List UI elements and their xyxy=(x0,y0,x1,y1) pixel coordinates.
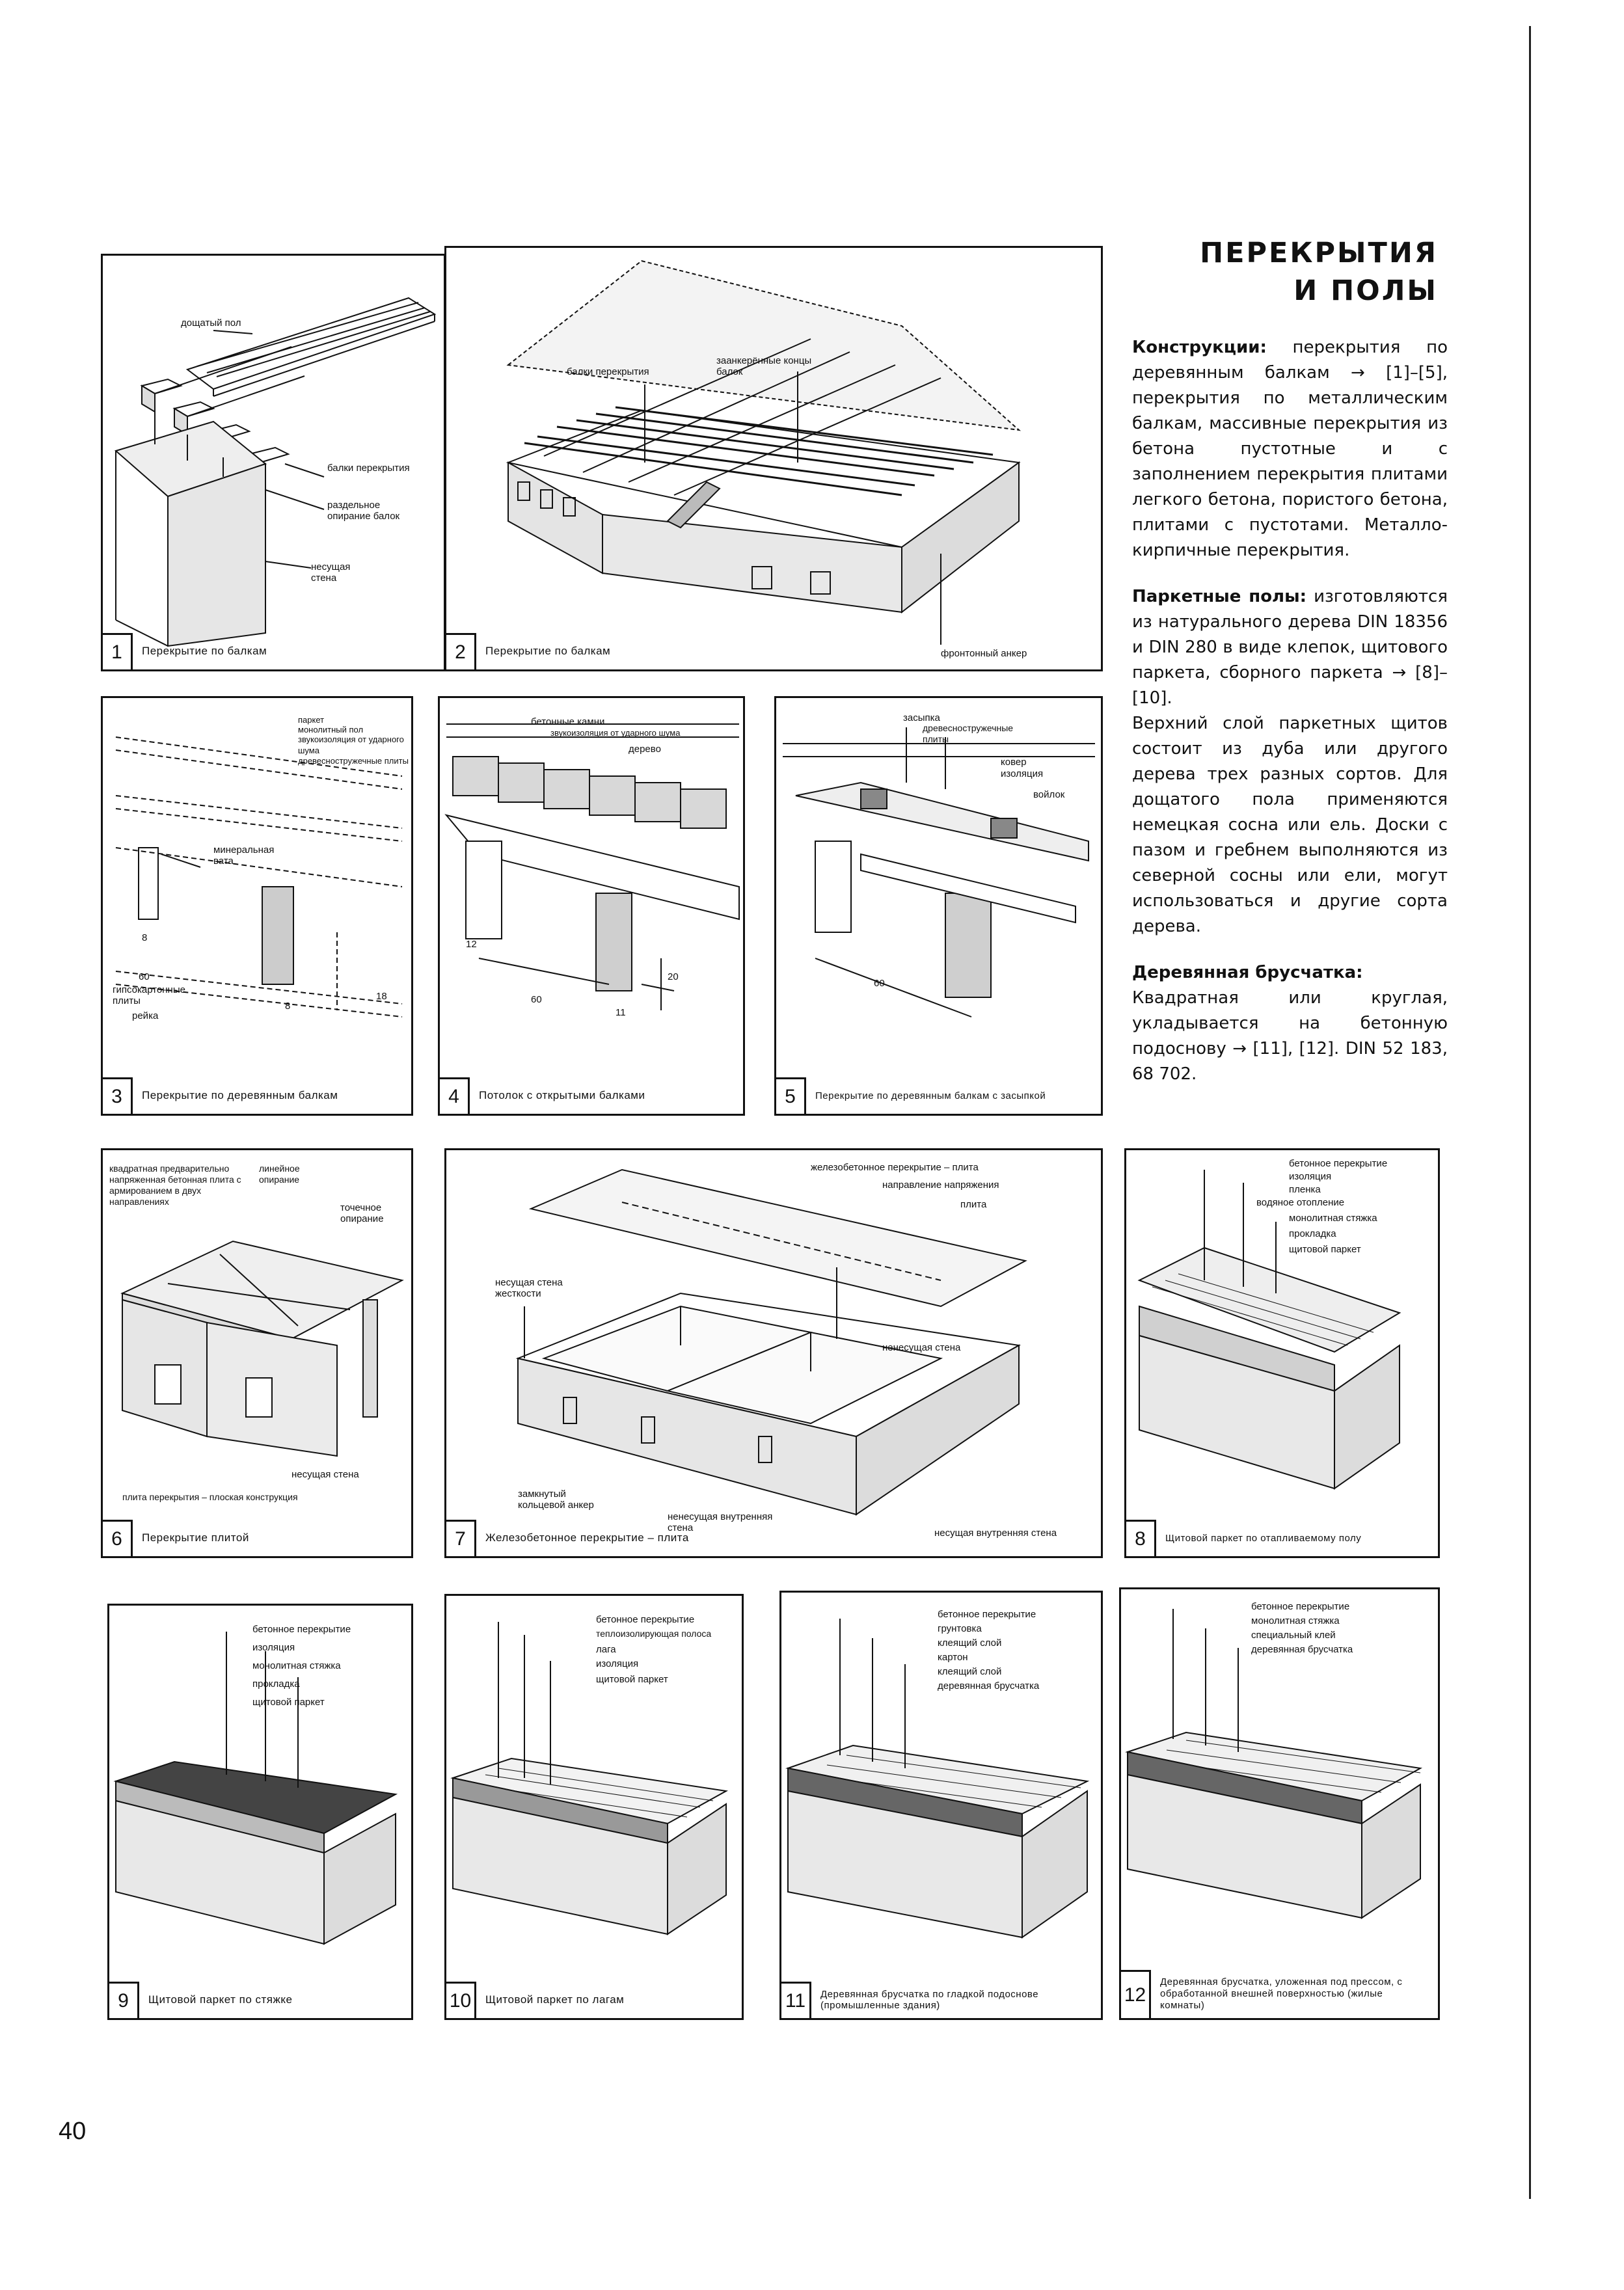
figure-2-drawing xyxy=(446,248,1103,671)
figure-12-caption xyxy=(1121,1970,1438,2018)
fig11-label-cardboard: картон xyxy=(938,1652,968,1663)
fig10-label-lag: лага xyxy=(596,1644,616,1655)
fig9-label-insulation: изоляция xyxy=(252,1642,295,1653)
fig10-label-parquet: щитовой паркет xyxy=(596,1674,668,1685)
figure-11-caption-text: Деревянная брусчатка по гладкой подоснове (промышленные здания) xyxy=(820,1989,1039,2011)
figure-1-caption xyxy=(103,633,444,669)
fig4-label-stones: бетонные камни xyxy=(531,716,605,727)
fig5-label-fill: засыпка xyxy=(903,712,940,723)
fig1-label-support: раздельное опирание балок xyxy=(327,500,400,522)
figure-10-number: 10 xyxy=(446,1982,476,2018)
paragraph-parquet-head: Паркетные полы: xyxy=(1132,587,1307,606)
fig1-label-joists: балки перекрытия xyxy=(327,463,410,474)
figure-11 xyxy=(779,1591,1103,2020)
figure-8 xyxy=(1124,1148,1440,1558)
fig3-label-sound: звукоизоляция от ударного шума xyxy=(298,734,404,755)
paragraph-wood-blocks-head: Деревянная брусчатка: xyxy=(1132,963,1363,982)
fig4-label-sound: звукоизоляция от ударного шума xyxy=(550,728,681,738)
fig1-label-floor: дощатый пол xyxy=(181,317,241,329)
figure-3-caption-text: Перекрытие по деревянным балкам xyxy=(142,1089,338,1101)
figure-10 xyxy=(444,1594,744,2020)
figure-1-caption-text: Перекрытие по балкам xyxy=(142,645,267,657)
fig11-label-blocks: деревянная брусчатка xyxy=(938,1680,1040,1691)
page-number: 40 xyxy=(59,2118,87,2145)
fig6-label-point: точечное опирание xyxy=(340,1202,384,1224)
figure-1-number: 1 xyxy=(103,633,133,669)
figure-12-number: 12 xyxy=(1121,1970,1151,2018)
figure-11-caption xyxy=(781,1982,1101,2018)
paragraph-constructions-body: перекрытия по деревянным балкам → [1]–[5], перекрытия по металлическим балкам, массивные перекрытия из бетона пустотные и с заполнением перекрытия плитами легкого бетона, пористого бетона, плитами с пустотами. Металло-кирпичные перекрытия. xyxy=(1132,338,1448,560)
figure-2-caption xyxy=(446,633,1101,669)
figure-4-drawing xyxy=(440,698,745,1116)
fig3-dim-8b: 8 xyxy=(285,1001,291,1012)
figure-4-caption-text: Потолок с открытыми балками xyxy=(479,1089,645,1101)
fig12-label-screed: монолитная стяжка xyxy=(1251,1615,1340,1626)
paragraph-parquet-body: изготовляются из натурального дерева DIN 18356 и DIN 280 в виде клепок, щитового паркета, сборного паркета → [8]–[10]. xyxy=(1132,587,1448,708)
paragraph-constructions-head: Конструкции: xyxy=(1132,338,1267,357)
fig8-label-heating: водяное отопление xyxy=(1256,1197,1345,1208)
paragraph-parquet xyxy=(1132,584,1448,711)
figure-8-caption xyxy=(1126,1520,1438,1556)
fig7-label-ring: замкнутый кольцевой анкер xyxy=(518,1488,594,1511)
figure-6-caption xyxy=(103,1520,411,1556)
fig5-label-chipboard: древесностружечные плиты xyxy=(923,723,1014,744)
fig3-dim-8a: 8 xyxy=(142,932,148,943)
figure-2-caption-text: Перекрытие по балкам xyxy=(485,645,611,657)
figure-7-number: 7 xyxy=(446,1520,476,1556)
fig3-label-chipboard: древесностружечные плиты xyxy=(298,756,409,766)
figure-5-number: 5 xyxy=(776,1077,806,1114)
figure-7 xyxy=(444,1148,1103,1558)
figure-10-caption xyxy=(446,1982,742,2018)
paragraph-parquet-layers: Верхний слой паркетных щитов состоит из дуба или другого дерева трех разных сортов. Для дощатого пола применяются немецкая сосна или ель. Доски с пазом и гребнем выполняются из северной сосны или ели, могут использоваться и другие сорта дерева. xyxy=(1132,714,1448,936)
fig7-label-nonbearing: ненесущая стена xyxy=(882,1342,961,1353)
fig4-label-wood: дерево xyxy=(629,744,661,755)
figure-3-number: 3 xyxy=(103,1077,133,1114)
paragraph-wood-blocks-body: Квадратная или круглая, укладывается на бетонную подоснову → [11], [12]. DIN 52 183, 68 702. xyxy=(1132,988,1448,1084)
paragraph-wood-blocks xyxy=(1132,960,1448,1087)
figure-5-drawing xyxy=(776,698,1103,1116)
fig10-label-concrete: бетонное перекрытие xyxy=(596,1614,695,1625)
fig3-label-mineral: минеральная вата xyxy=(213,844,275,867)
figure-9-caption xyxy=(109,1982,411,2018)
figure-10-drawing xyxy=(446,1596,744,2020)
fig12-label-concrete: бетонное перекрытие xyxy=(1251,1601,1350,1612)
figure-4-number: 4 xyxy=(440,1077,470,1114)
fig6-label-flat: плита перекрытия – плоская конструкция xyxy=(122,1492,298,1502)
figure-8-number: 8 xyxy=(1126,1520,1156,1556)
fig3-label-monolithic: монолитный пол xyxy=(298,725,364,734)
figure-11-number: 11 xyxy=(781,1982,811,2018)
fig7-label-inner-bearing: несущая внутренняя стена xyxy=(934,1528,1057,1539)
figure-5-caption xyxy=(776,1077,1101,1114)
page-edge-line xyxy=(1529,26,1531,2199)
figure-3 xyxy=(101,696,413,1116)
fig3-label-parquet: паркет xyxy=(298,715,325,725)
fig8-label-film: пленка xyxy=(1289,1184,1321,1195)
figure-9-caption-text: Щитовой паркет по стяжке xyxy=(148,1993,293,2006)
fig7-label-inner-nonbearing: ненесущая внутренняя стена xyxy=(668,1511,773,1533)
fig7-label-stiff-wall: несущая стена жесткости xyxy=(495,1277,563,1299)
fig6-label-linear: линейное опирание xyxy=(259,1163,300,1185)
fig4-dim-20: 20 xyxy=(668,971,679,982)
figure-8-caption-text: Щитовой паркет по отапливаемому полу xyxy=(1165,1532,1362,1544)
figure-3-caption xyxy=(103,1077,411,1114)
page-title xyxy=(1200,234,1438,310)
fig4-dim-60: 60 xyxy=(531,994,542,1005)
fig10-label-thermal: теплоизолирующая полоса xyxy=(596,1628,712,1639)
figure-2 xyxy=(444,246,1103,671)
fig3-label-batten: рейка xyxy=(132,1010,159,1021)
fig6-label-wall: несущая стена xyxy=(291,1469,359,1480)
fig11-label-concrete: бетонное перекрытие xyxy=(938,1609,1036,1620)
fig5-dim-60: 60 xyxy=(874,978,885,989)
fig8-label-concrete: бетонное перекрытие xyxy=(1289,1158,1388,1169)
fig11-label-adhesive-2: клеящий слой xyxy=(938,1666,1002,1677)
fig2-label-beams: балки перекрытия xyxy=(567,366,649,377)
figure-7-caption xyxy=(446,1520,1101,1556)
fig11-label-adhesive-1: клеящий слой xyxy=(938,1637,1002,1649)
figure-5 xyxy=(774,696,1103,1116)
fig9-label-parquet: щитовой паркет xyxy=(252,1697,325,1708)
figure-4-caption xyxy=(440,1077,743,1114)
fig2-label-anchored: заанкерённые концы балок xyxy=(716,355,812,377)
fig10-label-insulation: изоляция xyxy=(596,1658,639,1669)
fig8-label-insulation: изоляция xyxy=(1289,1171,1332,1182)
fig9-label-concrete: бетонное перекрытие xyxy=(252,1624,351,1635)
fig8-label-pad: прокладка xyxy=(1289,1228,1336,1239)
figure-6-number: 6 xyxy=(103,1520,133,1556)
paragraph-constructions xyxy=(1132,335,1448,563)
fig5-label-carpet: ковер xyxy=(1001,757,1027,768)
fig1-label-wall: несущая стена xyxy=(311,561,351,584)
fig3-label-gypsum: гипсокартонные плиты xyxy=(113,984,185,1006)
fig4-dim-11: 11 xyxy=(616,1007,626,1018)
figure-2-number: 2 xyxy=(446,633,476,669)
fig7-label-direction: направление напряжения xyxy=(882,1179,999,1191)
page-title-line-1: ПЕРЕКРЫТИЯ xyxy=(1200,237,1438,269)
fig11-label-primer: грунтовка xyxy=(938,1623,982,1634)
fig3-dim-18: 18 xyxy=(376,991,387,1002)
figure-5-caption-text: Перекрытие по деревянным балкам с засыпкой xyxy=(815,1090,1046,1101)
figure-6-caption-text: Перекрытие плитой xyxy=(142,1531,249,1544)
text-column xyxy=(1132,335,1448,1108)
figure-6 xyxy=(101,1148,413,1558)
figure-12-caption-text: Деревянная брусчатка, уложенная под прессом, с обработанной внешней поверхностью (жилые комнаты) xyxy=(1160,1976,1403,2011)
fig4-dim-12: 12 xyxy=(466,939,477,950)
fig2-label-gable-anchor: фронтонный анкер xyxy=(941,648,1027,659)
fig12-label-glue: специальный клей xyxy=(1251,1630,1336,1641)
fig12-label-blocks: деревянная брусчатка xyxy=(1251,1644,1353,1655)
fig5-label-insulation: изоляция xyxy=(1001,768,1044,779)
figure-1 xyxy=(101,254,446,671)
fig7-label-slab: железобетонное перекрытие – плита xyxy=(811,1162,979,1173)
fig9-label-pad: прокладка xyxy=(252,1678,300,1690)
fig5-label-felt: войлок xyxy=(1033,789,1065,800)
fig6-label-slab: квадратная предварительно напряженная бетонная плита с армированием в двух направлениях xyxy=(109,1163,241,1207)
figure-4 xyxy=(438,696,745,1116)
figure-9-number: 9 xyxy=(109,1982,139,2018)
figure-7-caption-text: Железобетонное перекрытие – плита xyxy=(485,1531,689,1544)
fig9-label-screed: монолитная стяжка xyxy=(252,1660,341,1671)
figure-10-caption-text: Щитовой паркет по лагам xyxy=(485,1993,625,2006)
figure-12 xyxy=(1119,1587,1440,2020)
figure-9 xyxy=(107,1604,413,2020)
figure-8-drawing xyxy=(1126,1150,1440,1558)
fig8-label-screed: монолитная стяжка xyxy=(1289,1213,1377,1224)
fig8-label-parquet: щитовой паркет xyxy=(1289,1244,1361,1255)
fig7-label-plate: плита xyxy=(960,1199,987,1210)
fig3-dim-60: 60 xyxy=(139,971,150,982)
page-title-line-2: И ПОЛЫ xyxy=(1293,275,1438,307)
